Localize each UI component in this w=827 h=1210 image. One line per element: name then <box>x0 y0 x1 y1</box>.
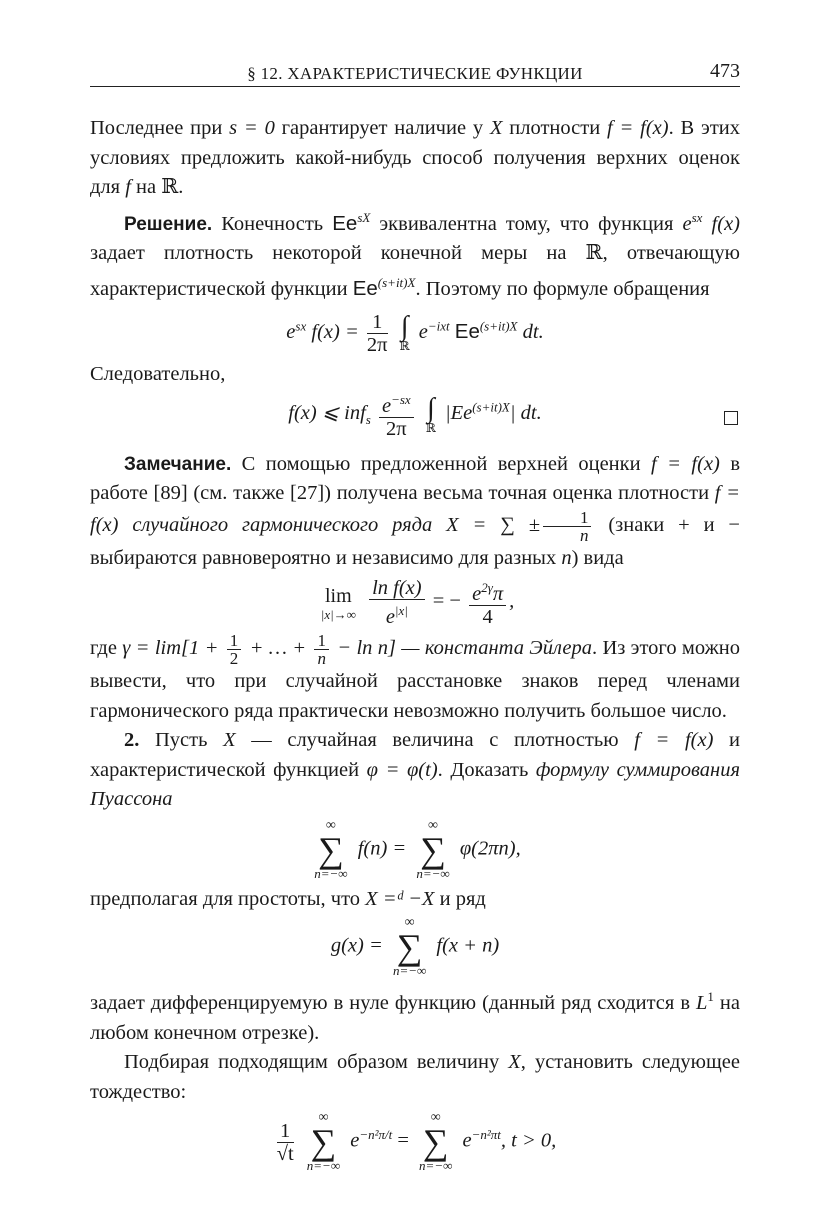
paragraph-solution: Решение. Конечность $Ee^{sX}$ эквивалентна тому, что функция $e^{sx}$ f(x) задает плотность некоторой конечной меры на ℝ, отвечающую характеристической функции $Ee^{(s+it)X}$. Поэтому по формуле обращения <box>90 209 740 301</box>
formula-theta: $\frac{1}{√t}$ ∞ ∑ n=−∞ $e^{-n^2\pi/t}$ = ∞ ∑ n=−∞ $e^{-n^2\pi t}$, t > 0, <box>276 1110 557 1174</box>
page <box>90 58 741 1174</box>
running-title: § 12. ХАРАКТЕРИСТИЧЕСКИЕ ФУНКЦИИ <box>247 64 583 83</box>
remark-label: Замечание. <box>124 453 232 475</box>
item-2-label: 2. <box>124 729 140 752</box>
paragraph-choose: Подбирая подходящим образом величину X, установить следующее тождество: <box>90 1051 740 1103</box>
formula-inversion: $e^{sx}$ f(x) = $\frac{1}{2\pi}$ ∫ ℝ $e^{-ixt}$ $Ee^{(s+it)X}$ dt. <box>286 310 544 356</box>
paragraph-remark: Замечание. С помощью предложенной верхней оценки f = f(x) в работе [89] (см. также [27]) получена весьма точная оценка плотности f = f(x) случайного гармонического ряда X = ∑ ± $\frac{1}{n}$ (знаки + и − выбираются равновероятно и независимо для разных n) вида <box>90 452 741 569</box>
running-header <box>90 58 740 87</box>
paragraph-consequently: Следовательно, <box>90 362 226 385</box>
paragraph-density: Последнее при s = 0 гарантирует наличие у X плотности f = f(x). В этих условиях предложить какой-нибудь способ получения верхних оценок для f на ℝ. <box>90 117 741 198</box>
formula-upper-bound: f(x) ⩽ inf$_s$ $\frac{e^{-sx}}{2\pi}$ ∫ ℝ $|Ee^{(s+it)X}|$ dt. <box>90 389 740 440</box>
paragraph-euler: где γ = lim[1 + $\frac{1}{2}$ + … + $\frac{1}{n}$ − ln n] — константа Эйлера. Из этого можно вывести, что при случайной расстановке знаков перед членами гармонического ряда практически невозможно получить большое число. <box>90 631 740 722</box>
paragraph-item-2: 2. Пусть X — случайная величина с плотностью f = f(x) и характеристической функцией φ = φ(t). Доказать формулу суммирования Пуассона <box>90 729 740 811</box>
paragraph-assume: предполагая для простоты, что X =ᵈ −X и ряд <box>90 887 486 910</box>
page-body <box>90 114 740 1177</box>
formula-asymptotic: lim |x|→∞ $\frac{\text{ln f(x)}}{e^{|x|}}$ = − $\frac{e^{2\gamma}\pi}{4}$ , <box>320 577 515 629</box>
paragraph-differentiable: задает дифференцируемую в нуле функцию (данный ряд сходится в $L^1$ на любом конечном отрезке). <box>90 989 740 1044</box>
qed-square-icon <box>724 411 738 425</box>
page-number: 473 <box>710 60 740 82</box>
solution-label: Решение. <box>124 213 213 235</box>
formula-poisson: ∞ ∑ n=−∞ f(n) = ∞ ∑ n=−∞ φ(2πn), <box>314 817 521 881</box>
formula-g: g(x) = ∞ ∑ n=−∞ f(x + n) <box>330 915 500 979</box>
